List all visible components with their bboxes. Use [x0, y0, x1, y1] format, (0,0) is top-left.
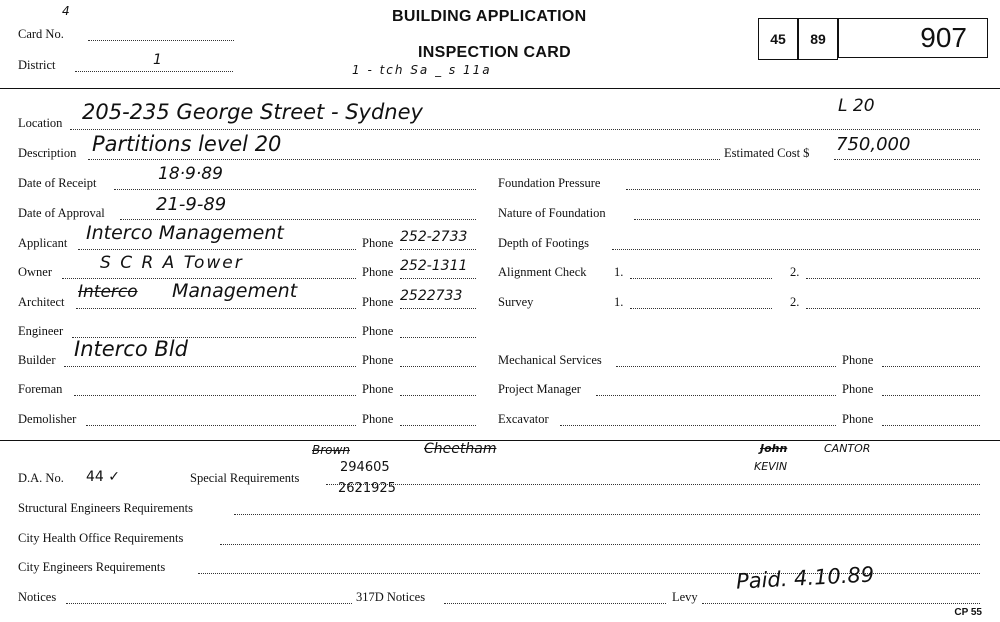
applicant-phone-value: 252-2733	[400, 229, 468, 245]
demolisher-phone-label: Phone	[362, 412, 394, 426]
alignment-check-num2: 2.	[790, 265, 800, 279]
date-of-receipt-value: 18·9·89	[158, 164, 223, 184]
foundation-pressure-line	[626, 189, 980, 190]
city-health-line	[220, 544, 980, 545]
contact-name-2: KEVIN	[754, 460, 788, 473]
da-no-label: D.A. No.	[18, 471, 64, 485]
date-of-receipt-label: Date of Receipt	[18, 176, 97, 190]
alignment-check-line1	[630, 278, 772, 279]
levy-line	[702, 603, 980, 604]
location-line	[70, 129, 980, 130]
levy-label: Levy	[672, 590, 698, 604]
survey-line2	[806, 308, 980, 309]
special-num-2: 2621925	[338, 481, 396, 496]
applicant-value: Interco Management	[86, 222, 284, 244]
architect-phone-label: Phone	[362, 295, 394, 309]
notices-label: Notices	[18, 590, 57, 604]
notices-317d-line	[444, 603, 666, 604]
nature-of-foundation-label: Nature of Foundation	[498, 206, 606, 220]
builder-phone-label: Phone	[362, 353, 394, 367]
owner-phone-value: 252-1311	[400, 258, 468, 274]
header-divider	[0, 88, 1000, 89]
date-of-receipt-line	[114, 189, 476, 190]
special-struck-2: Cheetham	[424, 441, 497, 457]
location-note: L 20	[838, 96, 875, 116]
architect-phone-value: 2522733	[400, 288, 463, 304]
alignment-check-num1: 1.	[614, 265, 624, 279]
box-a: 45	[758, 18, 798, 60]
mechanical-services-label: Mechanical Services	[498, 353, 602, 367]
demolisher-label: Demolisher	[18, 412, 77, 426]
excavator-phone-line	[882, 425, 980, 426]
foundation-pressure-label: Foundation Pressure	[498, 176, 601, 190]
notices-line	[66, 603, 352, 604]
survey-num2: 2.	[790, 295, 800, 309]
project-manager-phone-label: Phone	[842, 382, 874, 396]
card-no-mark: 4	[62, 4, 70, 18]
special-requirements-label: Special Requirements	[190, 471, 300, 485]
survey-label: Survey	[498, 295, 534, 309]
bottom-divider	[0, 440, 1000, 441]
special-struck-1: Brown	[312, 443, 350, 457]
engineer-phone-label: Phone	[362, 324, 394, 338]
applicant-phone-label: Phone	[362, 236, 394, 250]
alignment-check-label: Alignment Check	[498, 265, 587, 279]
contact-name-1: CANTOR	[824, 442, 871, 455]
architect-label: Architect	[18, 295, 65, 309]
architect-struck-value: Interco	[78, 282, 138, 302]
demolisher-line	[86, 425, 356, 426]
district-label: District	[18, 58, 56, 72]
applicant-phone-line	[400, 249, 476, 250]
applicant-line	[78, 249, 356, 250]
title-line1: BUILDING APPLICATION	[392, 8, 587, 25]
district-line	[75, 71, 233, 72]
owner-phone-label: Phone	[362, 265, 394, 279]
form-code: CP 55	[954, 607, 982, 618]
alignment-check-line2	[806, 278, 980, 279]
owner-value: S C R A Tower	[100, 253, 244, 273]
date-of-approval-label: Date of Approval	[18, 206, 105, 220]
estimated-cost-label: Estimated Cost $	[724, 146, 810, 160]
applicant-label: Applicant	[18, 236, 68, 250]
box-number: 907	[838, 18, 988, 58]
structural-engineers-label: Structural Engineers Requirements	[18, 501, 193, 515]
builder-phone-line	[400, 366, 476, 367]
da-no-value: 44 ✓	[86, 469, 120, 485]
builder-line	[64, 366, 356, 367]
owner-label: Owner	[18, 265, 53, 279]
description-line	[88, 159, 720, 160]
engineer-label: Engineer	[18, 324, 64, 338]
district-value: 1	[153, 52, 162, 68]
location-value: 205-235 George Street - Sydney	[82, 100, 423, 124]
mechanical-services-phone-line	[882, 366, 980, 367]
project-manager-phone-line	[882, 395, 980, 396]
foreman-line	[74, 395, 356, 396]
foreman-label: Foreman	[18, 382, 63, 396]
estimated-cost-line	[834, 159, 980, 160]
architect-phone-line	[400, 308, 476, 309]
nature-of-foundation-line	[634, 219, 980, 220]
structural-engineers-line	[234, 514, 980, 515]
demolisher-phone-line	[400, 425, 476, 426]
engineer-phone-line	[400, 337, 476, 338]
foreman-phone-line	[400, 395, 476, 396]
district-extra: 1 - tch Sa _ s 11a	[352, 63, 492, 77]
city-engineers-label: City Engineers Requirements	[18, 560, 166, 574]
builder-label: Builder	[18, 353, 56, 367]
depth-of-footings-label: Depth of Footings	[498, 236, 589, 250]
date-of-approval-line	[120, 219, 476, 220]
contact-struck: John	[760, 442, 788, 455]
levy-value: Paid. 4.10.89	[735, 562, 875, 594]
title-line2: INSPECTION CARD	[418, 44, 571, 61]
builder-value: Interco Bld	[74, 337, 188, 361]
excavator-label: Excavator	[498, 412, 549, 426]
excavator-line	[560, 425, 836, 426]
mechanical-services-line	[616, 366, 836, 367]
excavator-phone-label: Phone	[842, 412, 874, 426]
mechanical-services-phone-label: Phone	[842, 353, 874, 367]
card-no-line	[88, 40, 234, 41]
architect-value: Management	[172, 280, 298, 302]
project-manager-label: Project Manager	[498, 382, 581, 396]
city-health-label: City Health Office Requirements	[18, 531, 184, 545]
architect-line	[76, 308, 356, 309]
card-no-label: Card No.	[18, 27, 64, 41]
location-label: Location	[18, 116, 63, 130]
estimated-cost-value: 750,000	[836, 134, 911, 155]
description-label: Description	[18, 146, 77, 160]
description-value: Partitions level 20	[92, 132, 282, 156]
depth-of-footings-line	[612, 249, 980, 250]
special-num-1: 294605	[340, 460, 390, 475]
project-manager-line	[596, 395, 836, 396]
foreman-phone-label: Phone	[362, 382, 394, 396]
owner-line	[62, 278, 356, 279]
survey-num1: 1.	[614, 295, 624, 309]
survey-line1	[630, 308, 772, 309]
date-of-approval-value: 21-9-89	[156, 194, 227, 215]
special-requirements-line	[326, 484, 980, 485]
box-b: 89	[798, 18, 838, 60]
owner-phone-line	[400, 278, 476, 279]
notices-317d-label: 317D Notices	[356, 590, 426, 604]
